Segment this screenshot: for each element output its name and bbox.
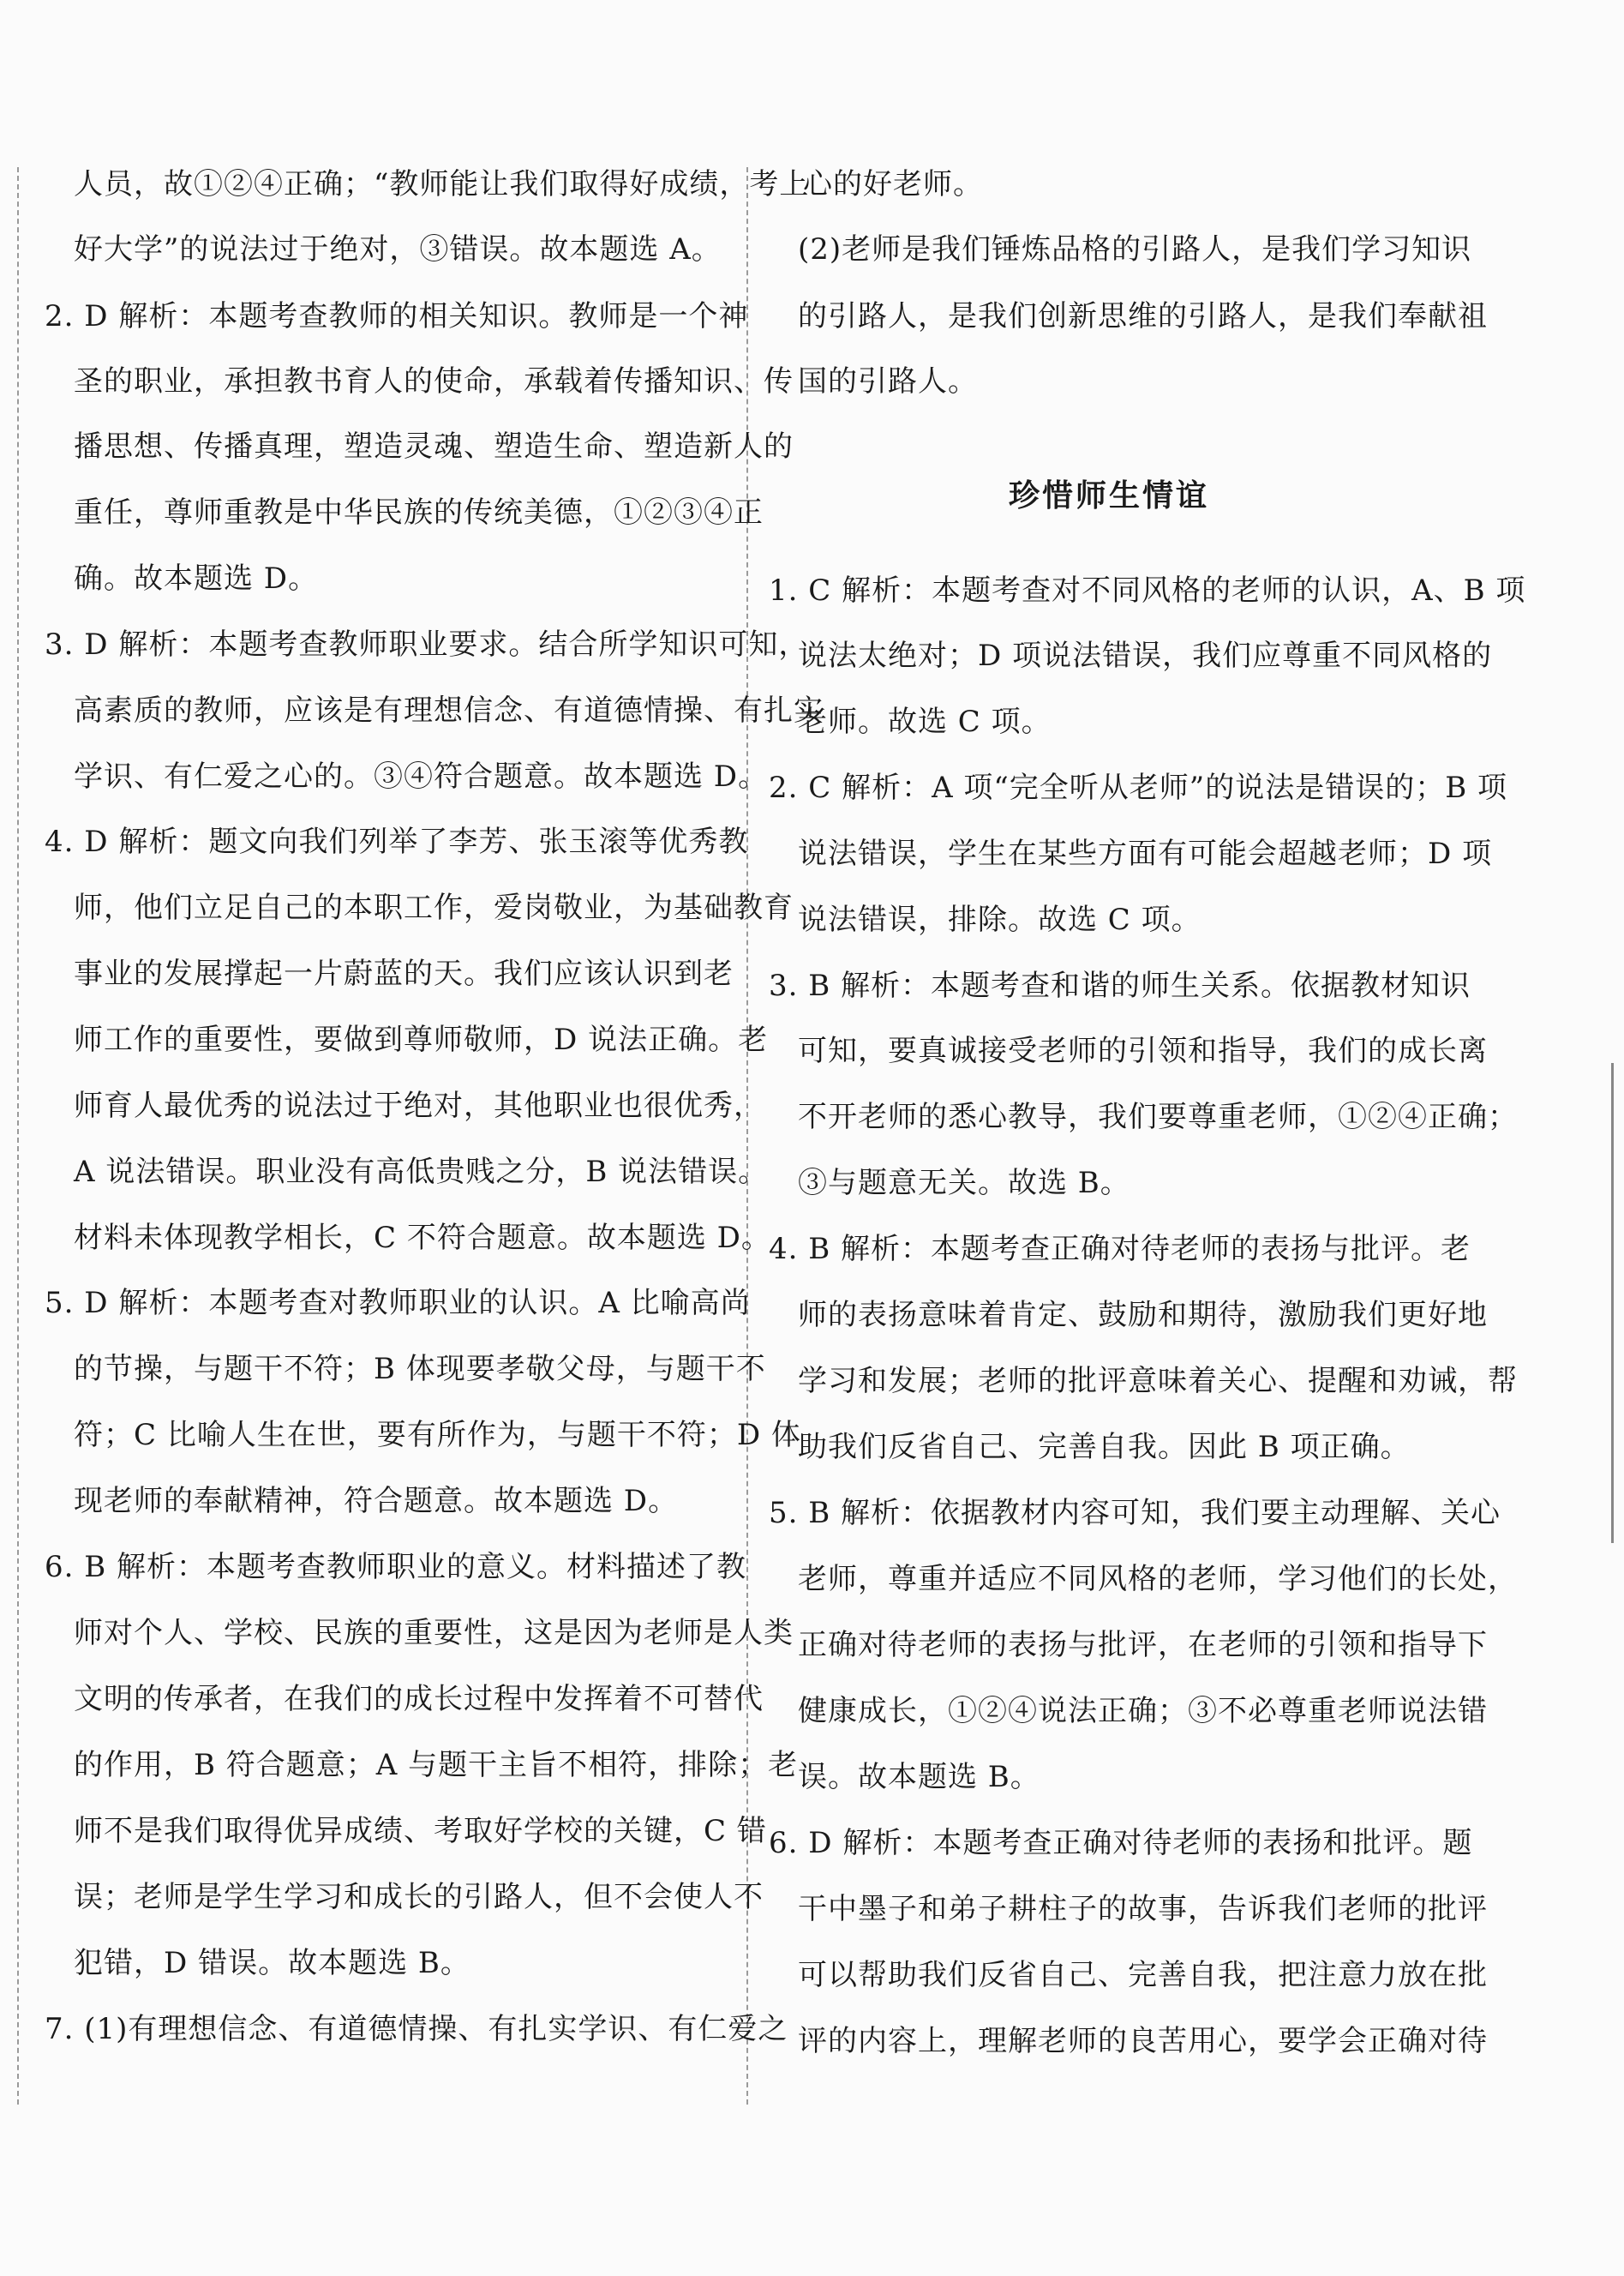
text-line: 的节操，与题干不符；B 体现要孝敬父母，与题干不 <box>74 1352 766 1386</box>
text-line: 误。故本题选 B。 <box>798 1760 1040 1794</box>
text-line: 圣的职业，承担教书育人的使命，承载着传播知识、传 <box>74 364 794 399</box>
text-line: 好大学”的说法过于绝对，③错误。故本题选 A。 <box>74 232 722 267</box>
text-line: 现老师的奉献精神，符合题意。故本题选 D。 <box>74 1484 679 1518</box>
text-line: 重任，尊师重教是中华民族的传统美德，①②③④正 <box>74 495 764 530</box>
text-line: 人员，故①②④正确；“教师能让我们取得好成绩，考上 <box>74 167 810 201</box>
text-line: 可知，要真诚接受老师的引领和指导，我们的成长离 <box>798 1034 1488 1068</box>
scan-edge-shadow <box>1611 1063 1619 1543</box>
text-line: 播思想、传播真理，塑造灵魂、塑造生命、塑造新人的 <box>74 429 794 464</box>
text-line: 说法错误，排除。故选 C 项。 <box>798 903 1202 937</box>
text-line: 评的内容上，理解老师的良苦用心，要学会正确对待 <box>798 2024 1488 2058</box>
text-line: 文明的传承者，在我们的成长过程中发挥着不可替代 <box>74 1682 764 1716</box>
text-line: 师育人最优秀的说法过于绝对，其他职业也很优秀， <box>74 1089 764 1123</box>
text-line: 健康成长，①②④说法正确；③不必尊重老师说法错 <box>798 1694 1488 1728</box>
answer-item-2: 2. C 解析：A 项“完全听从老师”的说法是错误的；B 项 <box>769 771 1507 805</box>
text-line: 的引路人，是我们创新思维的引路人，是我们奉献祖 <box>798 299 1488 333</box>
text-line: 事业的发展撑起一片蔚蓝的天。我们应该认识到老 <box>74 957 734 991</box>
text-line: 师，他们立足自己的本职工作，爱岗敬业，为基础教育 <box>74 891 794 925</box>
text-line: 正确对待老师的表扬与批评，在老师的引领和指导下 <box>798 1628 1488 1662</box>
text-line: 师的表扬意味着肯定、鼓励和期待，激励我们更好地 <box>798 1298 1488 1332</box>
text-line: 老师。故选 C 项。 <box>798 705 1052 739</box>
text-line: ③与题意无关。故选 B。 <box>798 1166 1130 1200</box>
text-line: 确。故本题选 D。 <box>74 561 319 596</box>
answer-item-3: 3. D 解析：本题考查教师职业要求。结合所学知识可知， <box>45 628 809 662</box>
left-margin-dashed-line <box>17 167 19 2105</box>
text-line: 师不是我们取得优异成绩、考取好学校的关键，C 错 <box>74 1814 767 1848</box>
text-line: 可以帮助我们反省自己、完善自我，把注意力放在批 <box>798 1958 1488 1992</box>
text-line: 老师，尊重并适应不同风格的老师，学习他们的长处， <box>798 1562 1518 1596</box>
text-line: (2)老师是我们锤炼品格的引路人，是我们学习知识 <box>798 232 1472 267</box>
text-line: 犯错，D 错误。故本题选 B。 <box>74 1946 470 1980</box>
answer-item-4: 4. D 解析：题文向我们列举了李芳、张玉滚等优秀教 <box>45 825 749 859</box>
text-line: 误；老师是学生学习和成长的引路人，但不会使人不 <box>74 1880 764 1914</box>
text-line: 高素质的教师，应该是有理想信念、有道德情操、有扎实 <box>74 694 824 728</box>
text-line: 学识、有仁爱之心的。③④符合题意。故本题选 D。 <box>74 760 769 794</box>
text-line: 的作用，B 符合题意；A 与题干主旨不相符，排除；老 <box>74 1748 799 1782</box>
text-line: A 说法错误。职业没有高低贵贱之分，B 说法错误。 <box>74 1155 769 1189</box>
text-line: 学习和发展；老师的批评意味着关心、提醒和劝诫，帮 <box>798 1364 1518 1398</box>
answer-item-7: 7. (1)有理想信念、有道德情操、有扎实学识、有仁爱之 <box>45 2012 788 2046</box>
answer-item-6: 6. D 解析：本题考查正确对待老师的表扬和批评。题 <box>769 1826 1473 1860</box>
text-line: 师对个人、学校、民族的重要性，这是因为老师是人类 <box>74 1616 794 1650</box>
text-line: 说法太绝对；D 项说法错误，我们应尊重不同风格的 <box>798 639 1493 673</box>
text-line: 符；C 比喻人生在世，要有所作为，与题干不符；D 体 <box>74 1418 801 1452</box>
answer-item-4: 4. B 解析：本题考查正确对待老师的表扬与批评。老 <box>769 1232 1471 1266</box>
text-line: 师工作的重要性，要做到尊师敬师，D 说法正确。老 <box>74 1023 769 1057</box>
answer-item-1: 1. C 解析：本题考查对不同风格的老师的认识，A、B 项 <box>769 574 1526 608</box>
answer-item-5: 5. D 解析：本题考查对教师职业的认识。A 比喻高尚 <box>45 1286 751 1320</box>
text-line: 说法错误，学生在某些方面有可能会超越老师；D 项 <box>798 837 1493 871</box>
text-line: 助我们反省自己、完善自我。因此 B 项正确。 <box>798 1430 1411 1464</box>
text-line: 不开老师的悉心教导，我们要尊重老师，①②④正确； <box>798 1100 1518 1134</box>
answer-item-5: 5. B 解析：依据教材内容可知，我们要主动理解、关心 <box>769 1496 1501 1530</box>
section-title: 珍惜师生情谊 <box>1009 478 1210 513</box>
answer-item-2: 2. D 解析：本题考查教师的相关知识。教师是一个神 <box>45 299 749 333</box>
text-line: 材料未体现教学相长，C 不符合题意。故本题选 D。 <box>74 1221 771 1255</box>
answer-item-6: 6. B 解析：本题考查教师职业的意义。材料描述了教 <box>45 1550 747 1584</box>
text-line: 国的引路人。 <box>798 364 978 399</box>
text-line: 心的好老师。 <box>803 167 983 201</box>
answer-item-3: 3. B 解析：本题考查和谐的师生关系。依据教材知识 <box>769 969 1471 1003</box>
text-line: 干中墨子和弟子耕柱子的故事，告诉我们老师的批评 <box>798 1892 1488 1926</box>
